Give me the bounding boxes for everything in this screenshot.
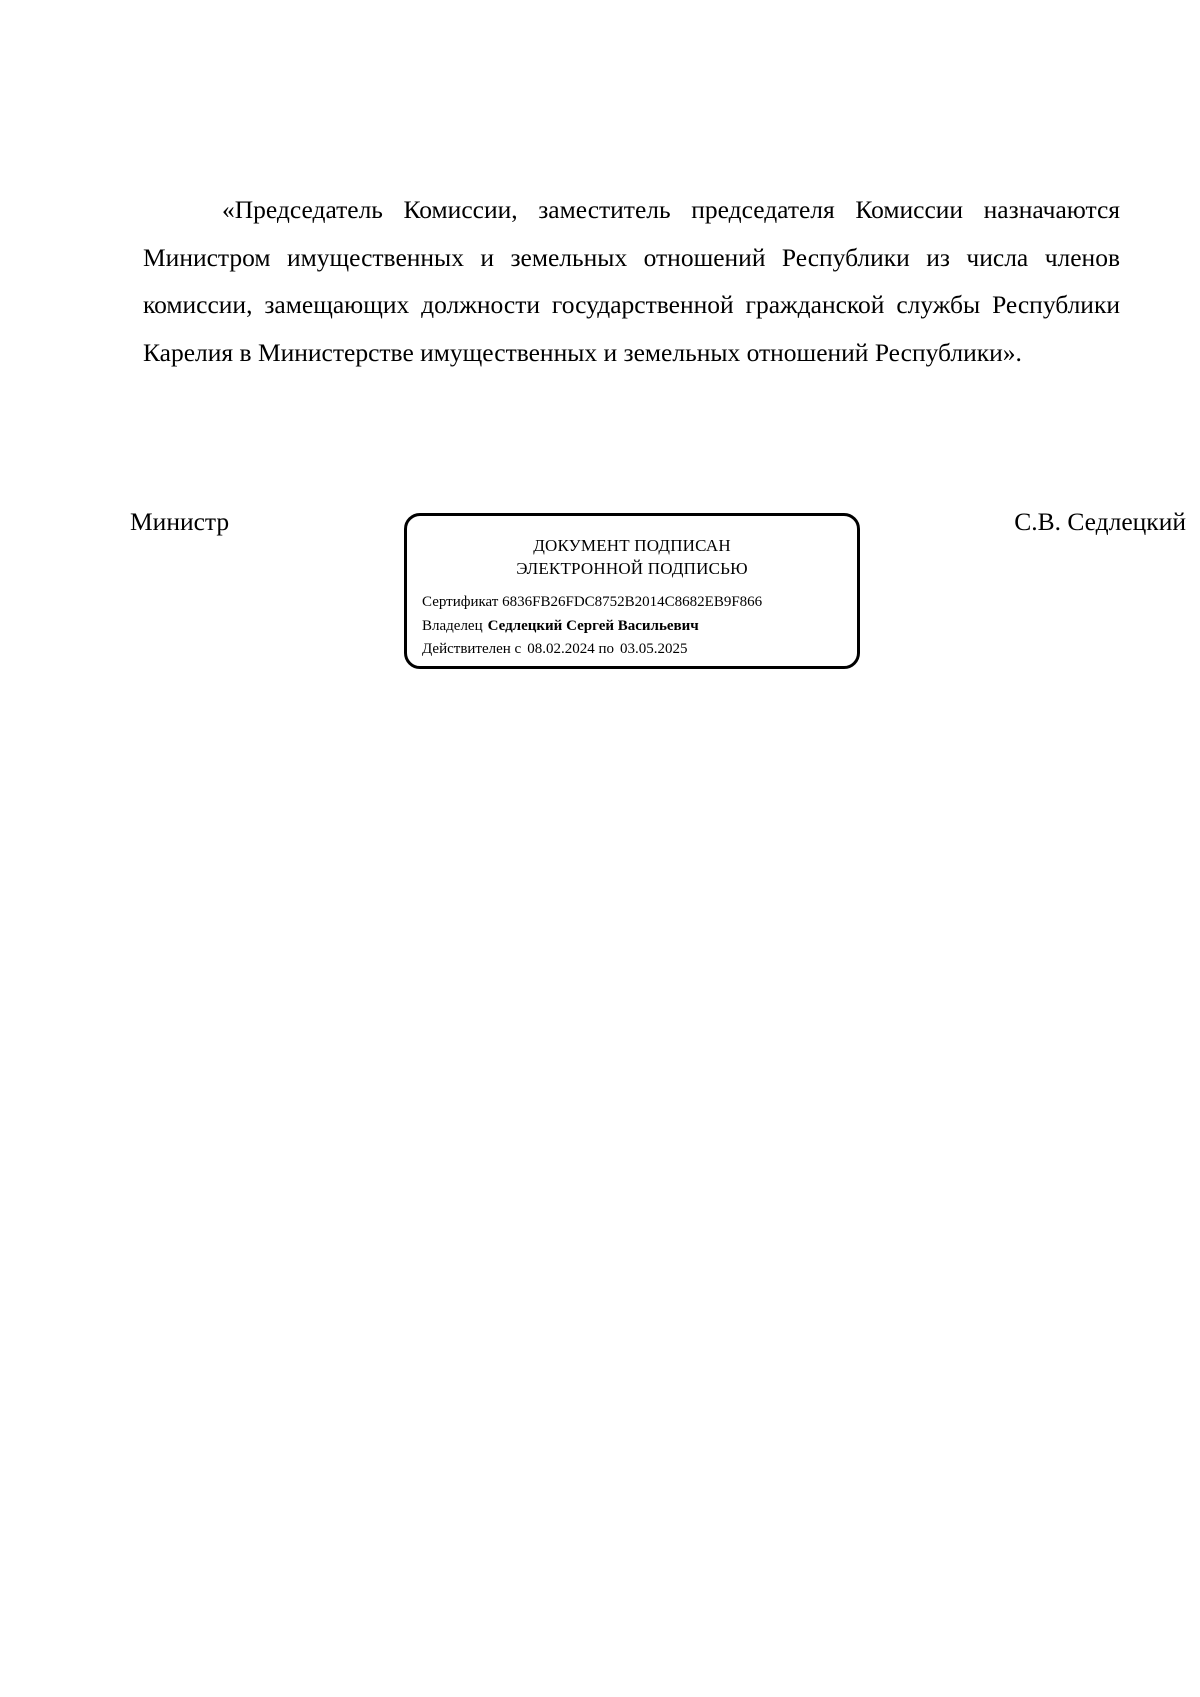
stamp-heading-line-2: ЭЛЕКТРОННОЙ ПОДПИСЬЮ [516,559,748,578]
stamp-heading-line-1: ДОКУМЕНТ ПОДПИСАН [533,536,731,555]
valid-from: 08.02.2024 [527,641,595,657]
electronic-signature-stamp [404,513,860,669]
owner-label: Владелец [422,617,483,634]
stamp-details [422,591,762,662]
signer-name: С.В. Седлецкий [1014,507,1186,536]
valid-to-label: по [598,641,614,657]
certificate-value: 6836FB26FDC8752B2014C8682EB9F866 [502,594,763,610]
stamp-heading [407,534,857,580]
certificate-label: Сертификат [422,594,499,610]
valid-to: 03.05.2025 [620,641,688,657]
certificate-row [422,591,762,615]
owner-value: Седлецкий Сергей Васильевич [487,617,699,634]
signer-position: Министр [130,507,230,536]
owner-row [422,615,762,639]
validity-row [422,638,762,662]
valid-label: Действителен с [422,641,522,657]
main-paragraph: «Председатель Комиссии, заместитель председателя Комиссии назначаются Министром имущественных и земельных отношений Республики из числа членов комиссии, замещающих должности государственной гражданской службы Республики Карелия в Министерстве имущественных и земельных отношений Республики». [143,195,1120,367]
